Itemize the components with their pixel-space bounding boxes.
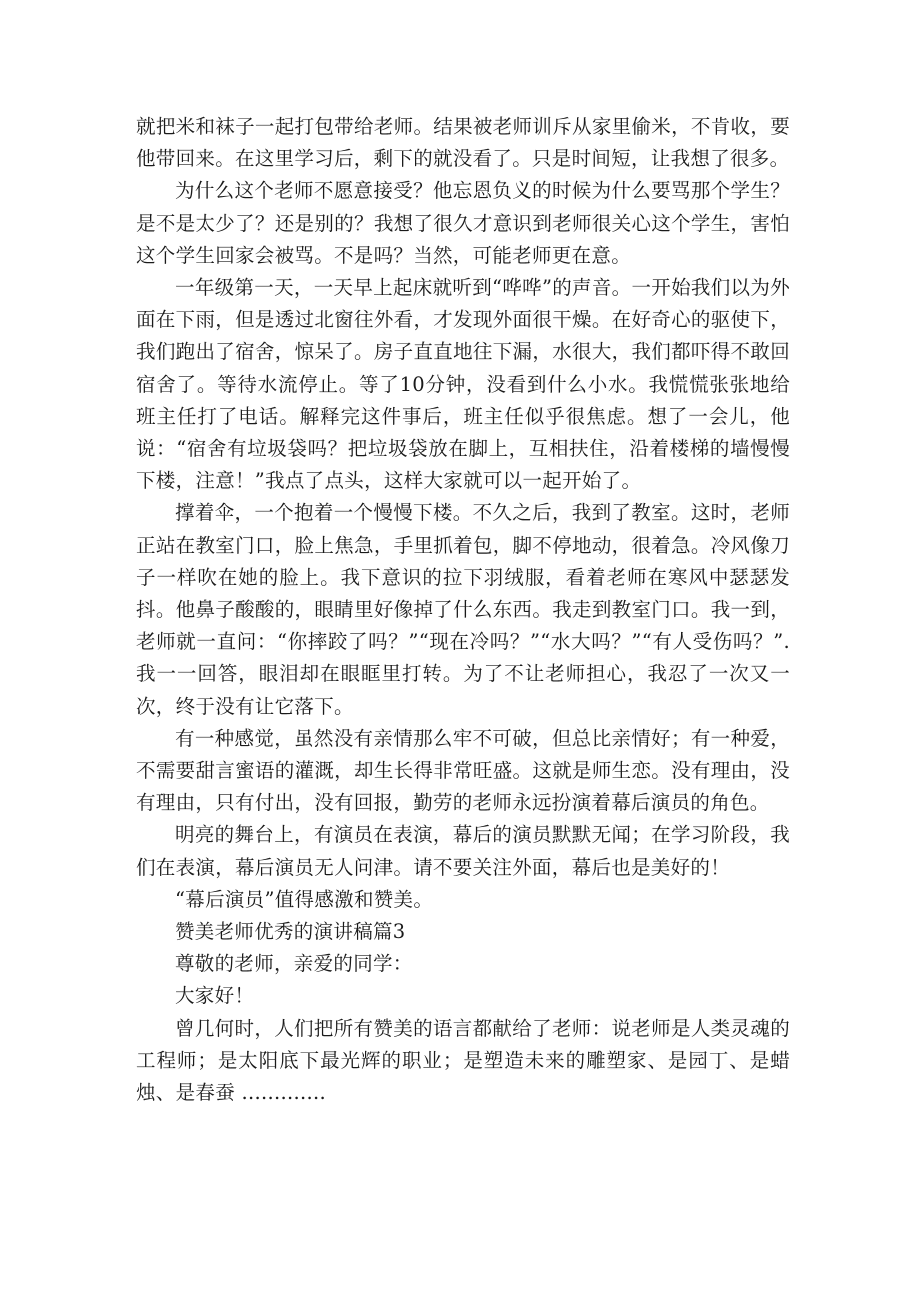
paragraph: 为什么这个老师不愿意接受？他忘恩负义的时候为什么要骂那个学生？是不是太少了？还是别的？我想了很久才意识到老师很关心这个学生，害怕这个学生回家会被骂。不是吗？当然，可能老师更在意。 [136,179,790,267]
paragraph: 有一种感觉，虽然没有亲情那么牢不可破，但总比亲情好；有一种爱，不需要甜言蜜语的灌溉，却生长得非常旺盛。这就是师生恋。没有理由，没有理由，只有付出，没有回报，勤劳的老师永远扮演着幕后演员的角色。 [136,726,790,815]
paragraph: 撑着伞，一个抱着一个慢慢下楼。不久之后，我到了教室。这时，老师正站在教室门口，脸上焦急，手里抓着包，脚不停地动，很着急。冷风像刀子一样吹在她的脸上。我下意识的拉下羽绒服，看着老师在寒风中瑟瑟发抖。他鼻子酸酸的，眼睛里好像掉了什么东西。我走到教室门口。我一到，老师就一直问：“你摔跤了吗？”“现在冷吗？”“水大吗？”“有人受伤吗？”.我一一回答，眼泪却在眼眶里打转。为了不让老师担心，我忍了一次又一次，终于没有让它落下。 [136,501,790,718]
paragraph: 明亮的舞台上，有演员在表演，幕后的演员默默无闻；在学习阶段，我们在表演，幕后演员无人问津。请不要关注外面，幕后也是美好的！ [136,823,790,879]
document-body [136,111,790,1109]
greeting: 大家好！ [175,984,255,1008]
salutation: 尊敬的老师，亲爱的同学： [175,952,413,976]
short-line: “幕后演员”值得感激和赞美。 [175,887,434,911]
paragraph: 一年级第一天，一天早上起床就听到“哗哗”的声音。一开始我们以为外面在下雨，但是透过北窗往外看，才发现外面很干燥。在好奇心的驱使下，我们跑出了宿舍，惊呆了。房子直直地往下漏，水很大，我们都吓得不敢回宿舍了。等待水流停止。等了10分钟，没看到什么小水。我慌慌张张地给班主任打了电话。解释完这件事后，班主任似乎很焦虑。想了一会儿，他说：“宿舍有垃圾袋吗？把垃圾袋放在脚上，互相扶住，沿着楼梯的墙慢慢下楼，注意！”我点了点头，这样大家就可以一起开始了。 [136,276,790,493]
section-heading: 赞美老师优秀的演讲稿篇3 [175,920,406,944]
paragraph: 曾几何时，人们把所有赞美的语言都献给了老师：说老师是人类灵魂的工程师；是太阳底下最光辉的职业；是塑造未来的雕塑家、是园丁、是蜡烛、是春蚕 ............. [136,1016,790,1105]
paragraph: 就把米和袜子一起打包带给老师。结果被老师训斥从家里偷米，不肯收，要他带回来。在这里学习后，剩下的就没看了。只是时间短，让我想了很多。 [136,115,790,171]
